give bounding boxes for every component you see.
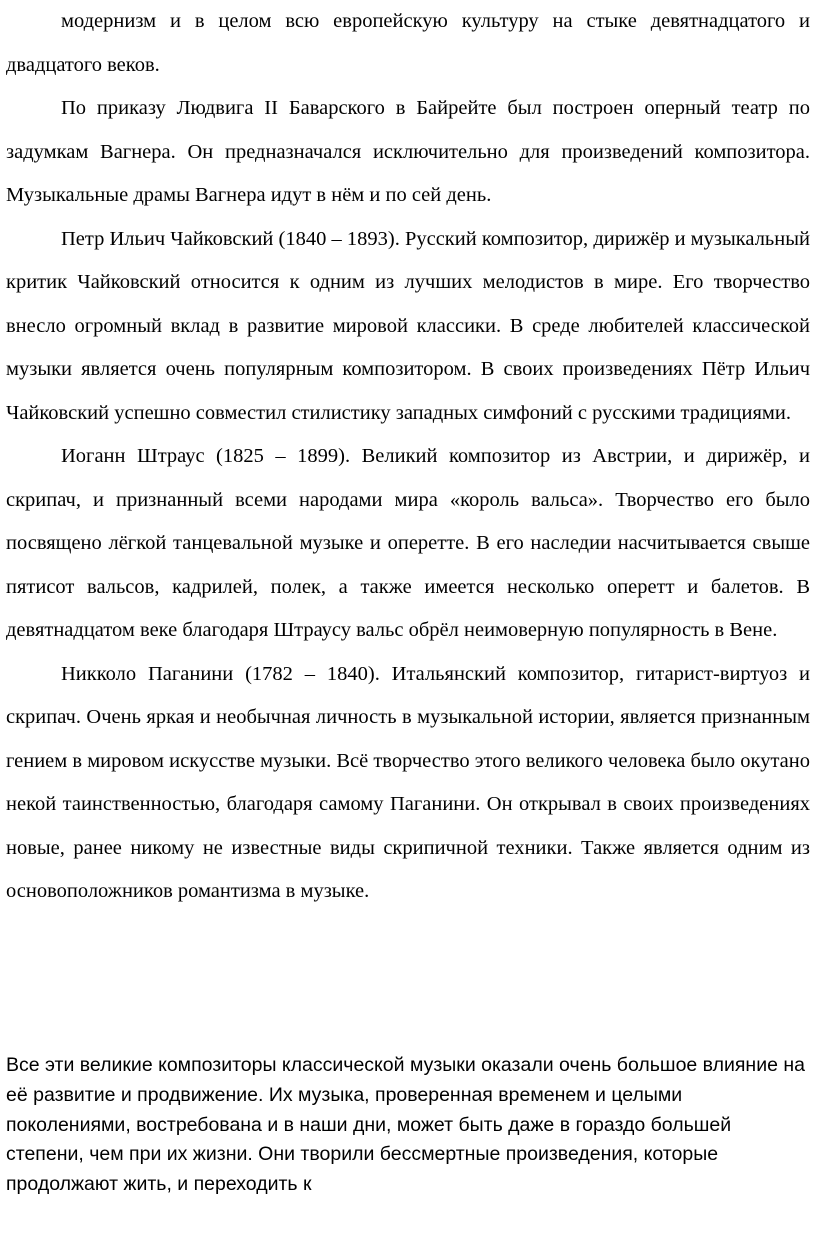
document-body xyxy=(6,0,810,914)
paragraph-bayreuth-theatre: По приказу Людвига II Баварского в Байрейте был построен оперный театр по задумкам Вагнера. Он предназначался исключительно для произведений композитора. Музыкальные драмы Вагнера идут в нём и по сей день. xyxy=(6,97,810,206)
paragraph-tchaikovsky: Петр Ильич Чайковский (1840 – 1893). Русский композитор, дирижёр и музыкальный критик Чайковский относится к одним из лучших мелодистов в мире. Его творчество внесло огромный вклад в развитие мировой классики. В среде любителей классической музыки является очень популярным композитором. В своих произведениях Пётр Ильич Чайковский успешно совместил стилистику западных симфоний с русскими традициями. xyxy=(6,227,810,424)
paragraph-closing: Все эти великие композиторы классической музыки оказали очень большое влияние на её развитие и продвижение. Их музыка, проверенная временем и целыми поколениями, востребована и в наши дни, может быть даже в гораздо большей степени, чем при их жизни. Они творили бессмертные произведения, которые продолжают жить, и переходить к xyxy=(6,1054,805,1196)
paragraph-strauss: Иоганн Штраус (1825 – 1899). Великий композитор из Австрии, и дирижёр, и скрипач, и признанный всеми народами мира «король вальса». Творчество его было посвящено лёгкой танцевальной музыке и оперетте. В его наследии насчитывается свыше пятисот вальсов, кадрилей, полек, а также имеется несколько оперетт и балетов. В девятнадцатом веке благодаря Штраусу вальс обрёл неимоверную популярность в Вене. xyxy=(6,445,810,641)
paragraph-paganini: Никколо Паганини (1782 – 1840). Итальянский композитор, гитарист-виртуоз и скрипач. Очень яркая и необычная личность в музыкальной истории, является признанным гением в мировом искусстве музыки. Всё творчество этого великого человека было окутано некой таинственностью, благодаря самому Паганини. Он открывал в своих произведениях новые, ранее никому не известные виды скрипичной техники. Также является одним из основоположников романтизма в музыке. xyxy=(6,662,810,902)
paragraph-continuation: модернизм и в целом всю европейскую культуру на стыке девятнадцатого и двадцатого веков. xyxy=(6,10,810,76)
